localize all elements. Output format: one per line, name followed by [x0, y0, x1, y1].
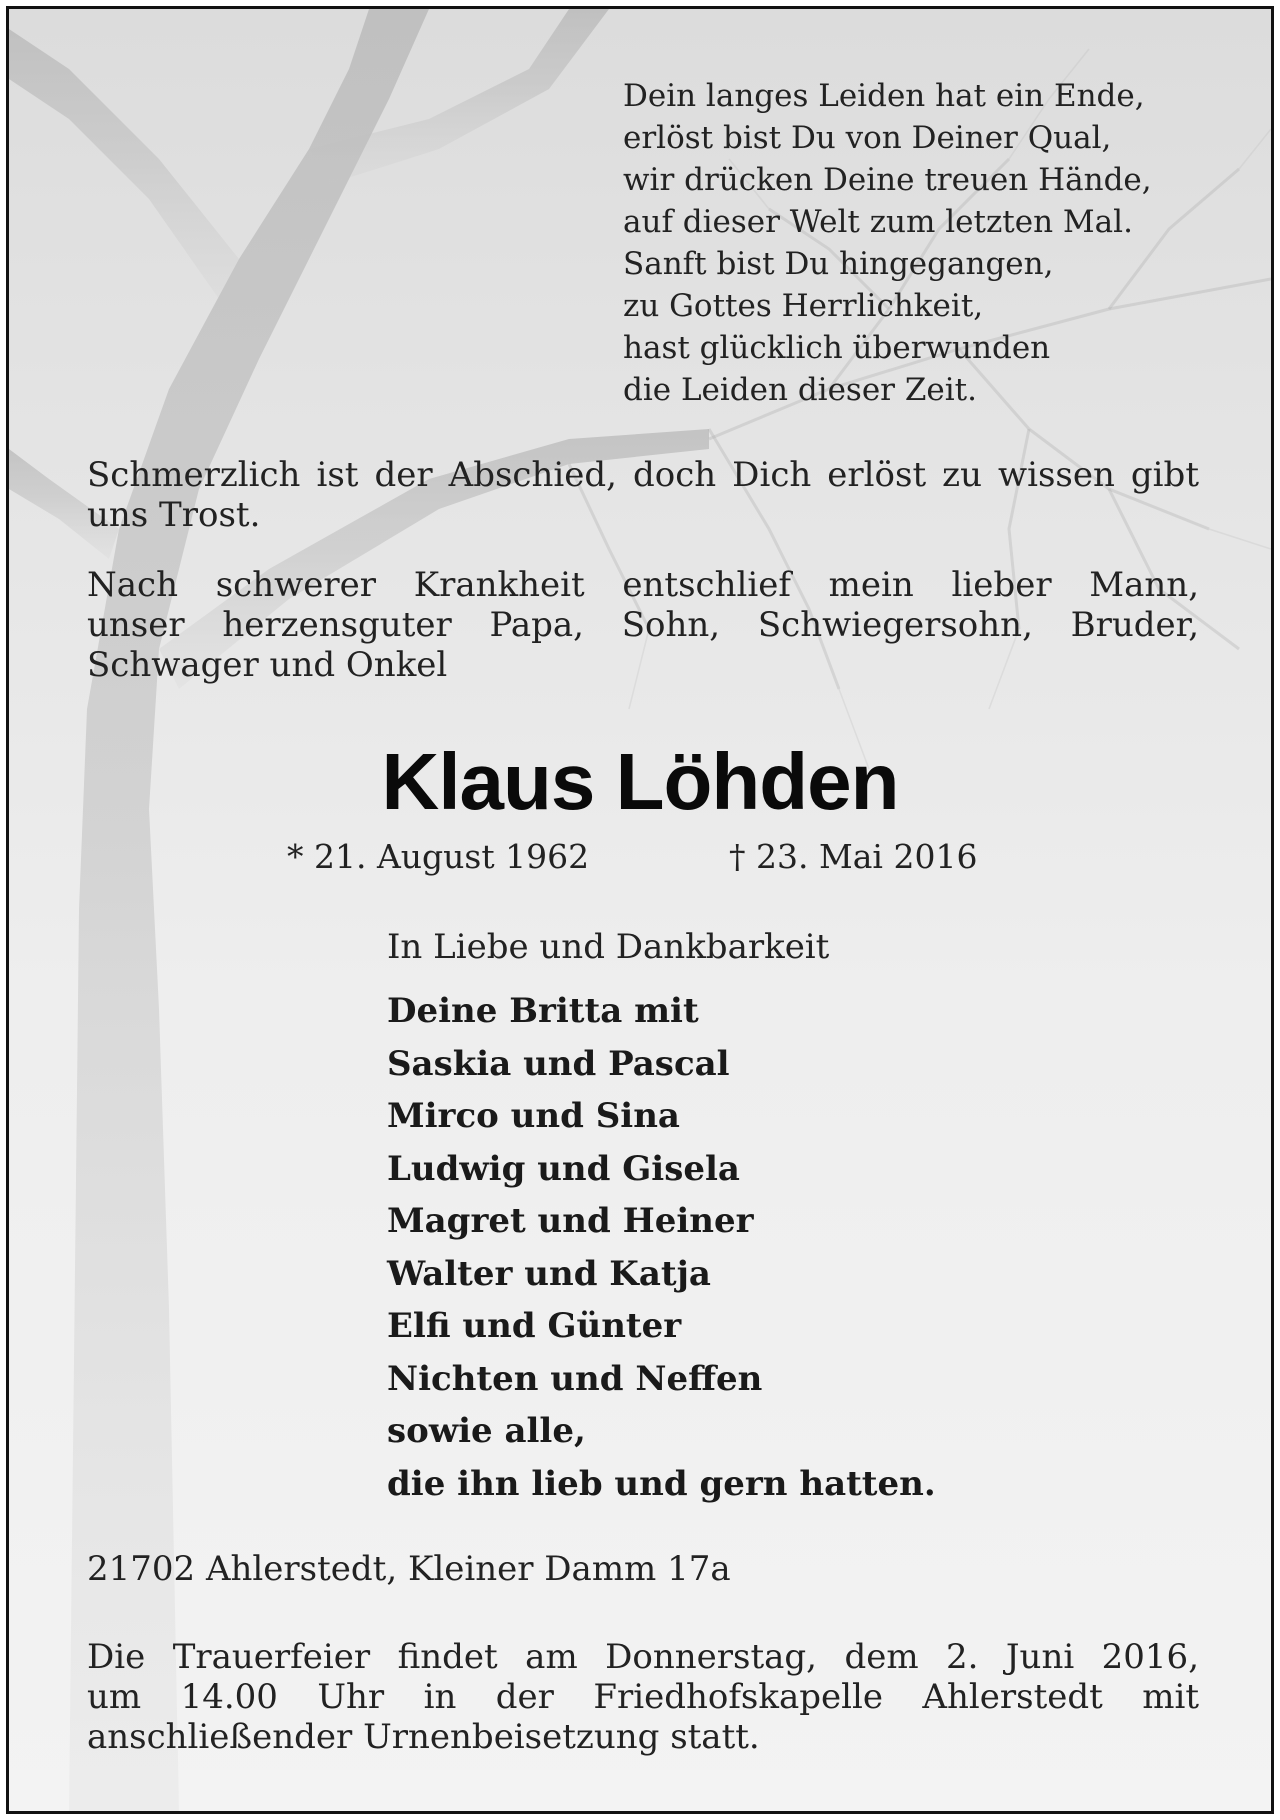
mourner-name: Deine Britta mit — [387, 991, 699, 1031]
poem-line: Dein langes Leiden hat ein Ende, — [623, 78, 1145, 114]
funeral-line: anschließender Urnenbeisetzung statt. — [87, 1717, 760, 1757]
mourner-name: Walter und Katja — [387, 1253, 711, 1294]
announcement-line: Schwager und Onkel — [87, 645, 448, 685]
mourner-name: Saskia und Pascal — [387, 1043, 730, 1084]
poem-line: auf dieser Welt zum letzten Mal. — [623, 204, 1133, 240]
mourner-name: Nichten und Neffen — [387, 1358, 763, 1399]
mourner-name: Ludwig und Gisela — [387, 1148, 740, 1189]
mourners-list — [387, 985, 936, 1510]
mourner-name: Mirco und Sina — [387, 1096, 680, 1136]
poem-line: zu Gottes Herrlichkeit, — [623, 288, 984, 324]
birth-date: * 21. August 1962 — [287, 837, 590, 876]
poem-line: hast glücklich überwunden — [623, 330, 1051, 366]
funeral-details — [87, 1637, 1199, 1757]
funeral-line: Die Trauerfeier findet am Donnerstag, dem 2. Juni 2016, — [87, 1637, 1199, 1677]
announcement-line: unser herzensguter Papa, Sohn, Schwiegersohn, Bruder, — [87, 605, 1199, 645]
mourner-name: sowie alle, — [387, 1411, 586, 1451]
funeral-line: um 14.00 Uhr in der Friedhofskapelle Ahlerstedt mit — [87, 1677, 1199, 1717]
mourners-intro: In Liebe und Dankbarkeit — [387, 927, 830, 967]
mourner-name: Magret und Heiner — [387, 1201, 754, 1241]
obituary-notice — [6, 6, 1274, 1814]
poem-line: Sanft bist Du hingegangen, — [623, 246, 1054, 282]
farewell-paragraph: Schmerzlich ist der Abschied, doch Dich erlöst zu wissen gibt uns Trost. — [87, 455, 1199, 535]
poem — [623, 75, 1223, 411]
mourner-name: die ihn lieb und gern hatten. — [387, 1463, 936, 1504]
poem-line: die Leiden dieser Zeit. — [623, 372, 977, 408]
death-date: † 23. Mai 2016 — [729, 837, 978, 876]
poem-line: erlöst bist Du von Deiner Qual, — [623, 120, 1112, 156]
mourner-name: Elfi und Günter — [387, 1306, 682, 1346]
announcement-line: Nach schwerer Krankheit entschlief mein lieber Mann, — [87, 565, 1199, 605]
death-announcement-paragraph — [87, 565, 1199, 685]
address: 21702 Ahlerstedt, Kleiner Damm 17a — [87, 1549, 731, 1589]
poem-line: wir drücken Deine treuen Hände, — [623, 162, 1152, 198]
deceased-name: Klaus Löhden — [381, 737, 899, 826]
